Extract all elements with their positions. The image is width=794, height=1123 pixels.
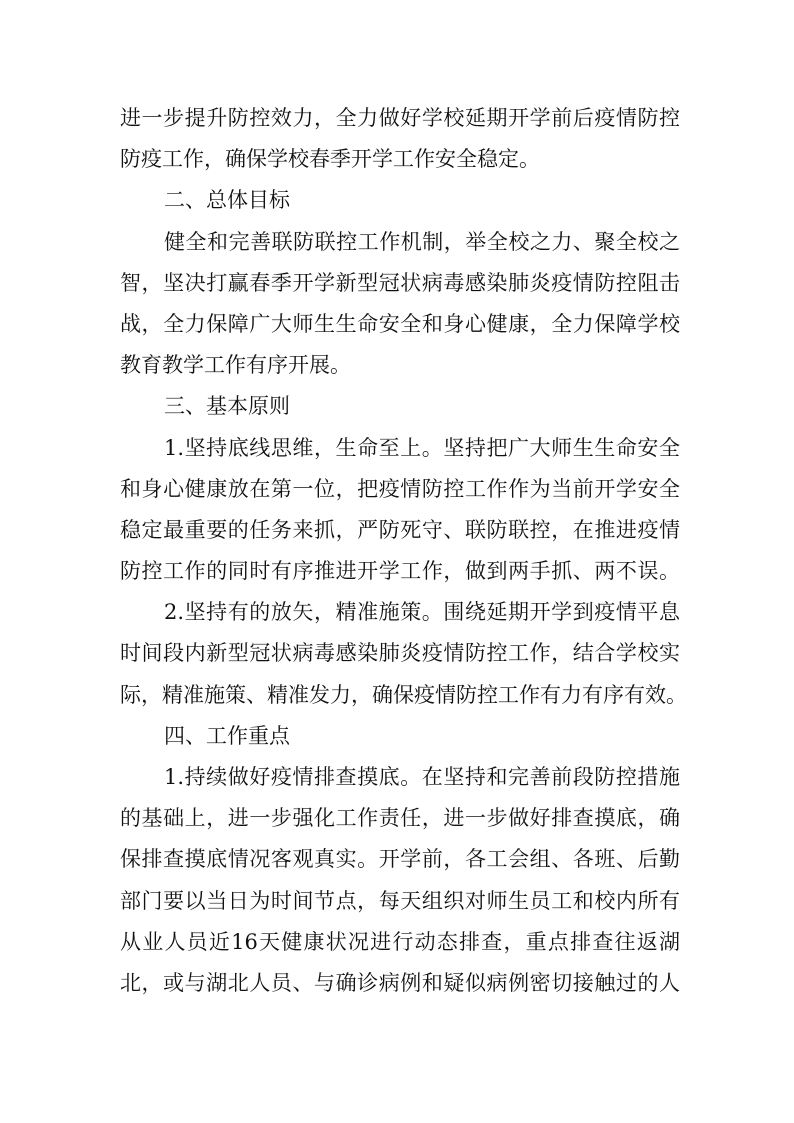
text-line: 战，全力保障广大师生生命安全和身心健康，全力保障学校 (120, 311, 680, 336)
paragraph-first-line: 1.坚持底线思维，生命至上。坚持把广大师生生命安全 (164, 435, 680, 460)
text-line: 教育教学工作有序开展。 (120, 353, 351, 378)
text-line: 稳定最重要的任务来抓，严防死守、联防联控，在推进疫情 (120, 517, 680, 542)
text-line: 的基础上，进一步强化工作责任，进一步做好排查摸底，确 (120, 806, 680, 831)
text-line: 时间段内新型冠状病毒感染肺炎疫情防控工作，结合学校实 (120, 641, 680, 666)
text-line: 防控工作的同时有序推进开学工作，做到两手抓、两不误。 (120, 559, 680, 584)
document-body (120, 98, 687, 1004)
text-line: 部门要以当日为时间节点，每天组织对师生员工和校内所有 (120, 888, 680, 913)
paragraph-first-line: 1.持续做好疫情排查摸底。在坚持和完善前段防控措施 (164, 765, 680, 789)
section-heading: 三、基本原则 (164, 394, 290, 419)
text-line: 际，精准施策、精准发力，确保疫情防控工作有力有序有效。 (120, 682, 687, 707)
text-line: 进一步提升防控效力，全力做好学校延期开学前后疫情防控 (120, 106, 680, 130)
text-line: 和身心健康放在第一位，把疫情防控工作作为当前开学安全 (120, 476, 680, 501)
text-line: 防疫工作，确保学校春季开学工作安全稳定。 (120, 147, 540, 172)
paragraph-first-line: 健全和完善联防联控工作机制，举全校之力、聚全校之 (164, 229, 680, 254)
text-line: 保排查摸底情况客观真实。开学前，各工会组、各班、后勤 (120, 847, 680, 872)
paragraph-first-line: 2.坚持有的放矢，精准施策。围绕延期开学到疫情平息 (164, 600, 680, 625)
text-line: 智，坚决打赢春季开学新型冠状病毒感染肺炎疫情防控阻击 (120, 270, 680, 295)
text-line: 北，或与湖北人员、与确诊病例和疑似病例密切接触过的人 (120, 970, 680, 995)
text-line: 从业人员近16天健康状况进行动态排查，重点排查往返湖 (120, 929, 680, 954)
section-heading: 二、总体目标 (164, 188, 290, 213)
section-heading: 四、工作重点 (164, 723, 290, 748)
